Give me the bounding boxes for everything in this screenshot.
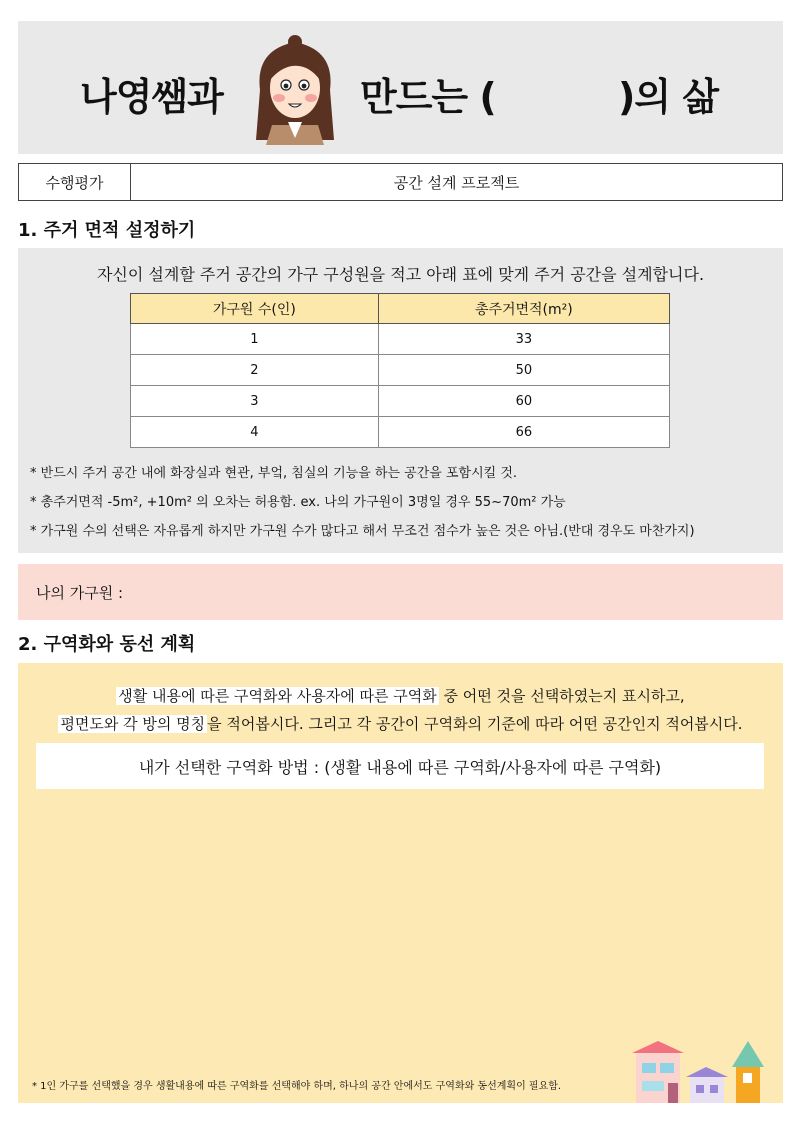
section2-box bbox=[18, 663, 783, 1103]
table-cell: 60 bbox=[378, 386, 669, 417]
table-cell: 66 bbox=[378, 417, 669, 448]
table-row bbox=[131, 386, 670, 417]
houses-icon bbox=[630, 1037, 770, 1103]
info-table bbox=[18, 163, 783, 201]
footnote: * 1인 가구를 선택했을 경우 생활내용에 따른 구역화를 선택해야 하며, 하나의 공간 안에서도 구역화와 동선계획이 필요함. bbox=[32, 1081, 562, 1092]
section1-box bbox=[18, 248, 783, 553]
info-value: 공간 설계 프로젝트 bbox=[393, 173, 520, 192]
table-header-area: 총주거면적(m²) bbox=[378, 294, 669, 324]
section2-title: 2. 구역화와 동선 계획 bbox=[18, 634, 196, 655]
table-cell: 1 bbox=[131, 324, 379, 355]
table-cell: 50 bbox=[378, 355, 669, 386]
section2-line1 bbox=[18, 685, 783, 706]
teacher-avatar-icon bbox=[250, 30, 340, 145]
zoning-choice: 내가 선택한 구역화 방법 : (생활 내용에 따른 구역화/사용자에 따른 구역화) bbox=[36, 743, 764, 789]
table-cell: 4 bbox=[131, 417, 379, 448]
family-box bbox=[18, 564, 783, 620]
section1-title: 1. 주거 면적 설정하기 bbox=[18, 220, 196, 241]
note-1: * 반드시 주거 공간 내에 화장실과 현관, 부엌, 침실의 기능을 하는 공간을 포함시킬 것. bbox=[30, 466, 518, 481]
title-left: 나영쌤과 bbox=[80, 75, 223, 119]
note-3: * 가구원 수의 선택은 자유롭게 하지만 가구원 수가 많다고 해서 무조건 점수가 높은 것은 아님.(반대 경우도 마찬가지) bbox=[30, 524, 695, 539]
note-2: * 총주거면적 -5m², +10m² 의 오차는 허용함. ex. 나의 가구원이 3명일 경우 55~70m² 가능 bbox=[30, 495, 566, 510]
table-cell: 3 bbox=[131, 386, 379, 417]
highlight-text: 생활 내용에 따른 구역화와 사용자에 따른 구역화 bbox=[118, 687, 437, 705]
family-label: 나의 가구원 : bbox=[36, 584, 124, 602]
area-table bbox=[130, 293, 670, 448]
line1-rest: 중 어떤 것을 선택하였는지 표시하고, bbox=[438, 687, 685, 705]
highlight-text: 평면도와 각 방의 명칭 bbox=[60, 715, 206, 733]
section2-line2 bbox=[18, 713, 783, 734]
table-cell: 2 bbox=[131, 355, 379, 386]
title-right: 만드는 ( )의 삶 bbox=[360, 75, 719, 119]
table-row bbox=[131, 355, 670, 386]
table-row bbox=[131, 324, 670, 355]
line2-rest: 을 적어봅시다. 그리고 각 공간이 구역화의 기준에 따라 어떤 공간인지 적어봅시다. bbox=[207, 715, 743, 733]
table-row bbox=[131, 417, 670, 448]
section1-lead: 자신이 설계할 주거 공간의 가구 구성원을 적고 아래 표에 맞게 주거 공간을 설계합니다. bbox=[96, 265, 705, 284]
info-label: 수행평가 bbox=[19, 164, 131, 200]
table-cell: 33 bbox=[378, 324, 669, 355]
table-header-members: 가구원 수(인) bbox=[131, 294, 379, 324]
